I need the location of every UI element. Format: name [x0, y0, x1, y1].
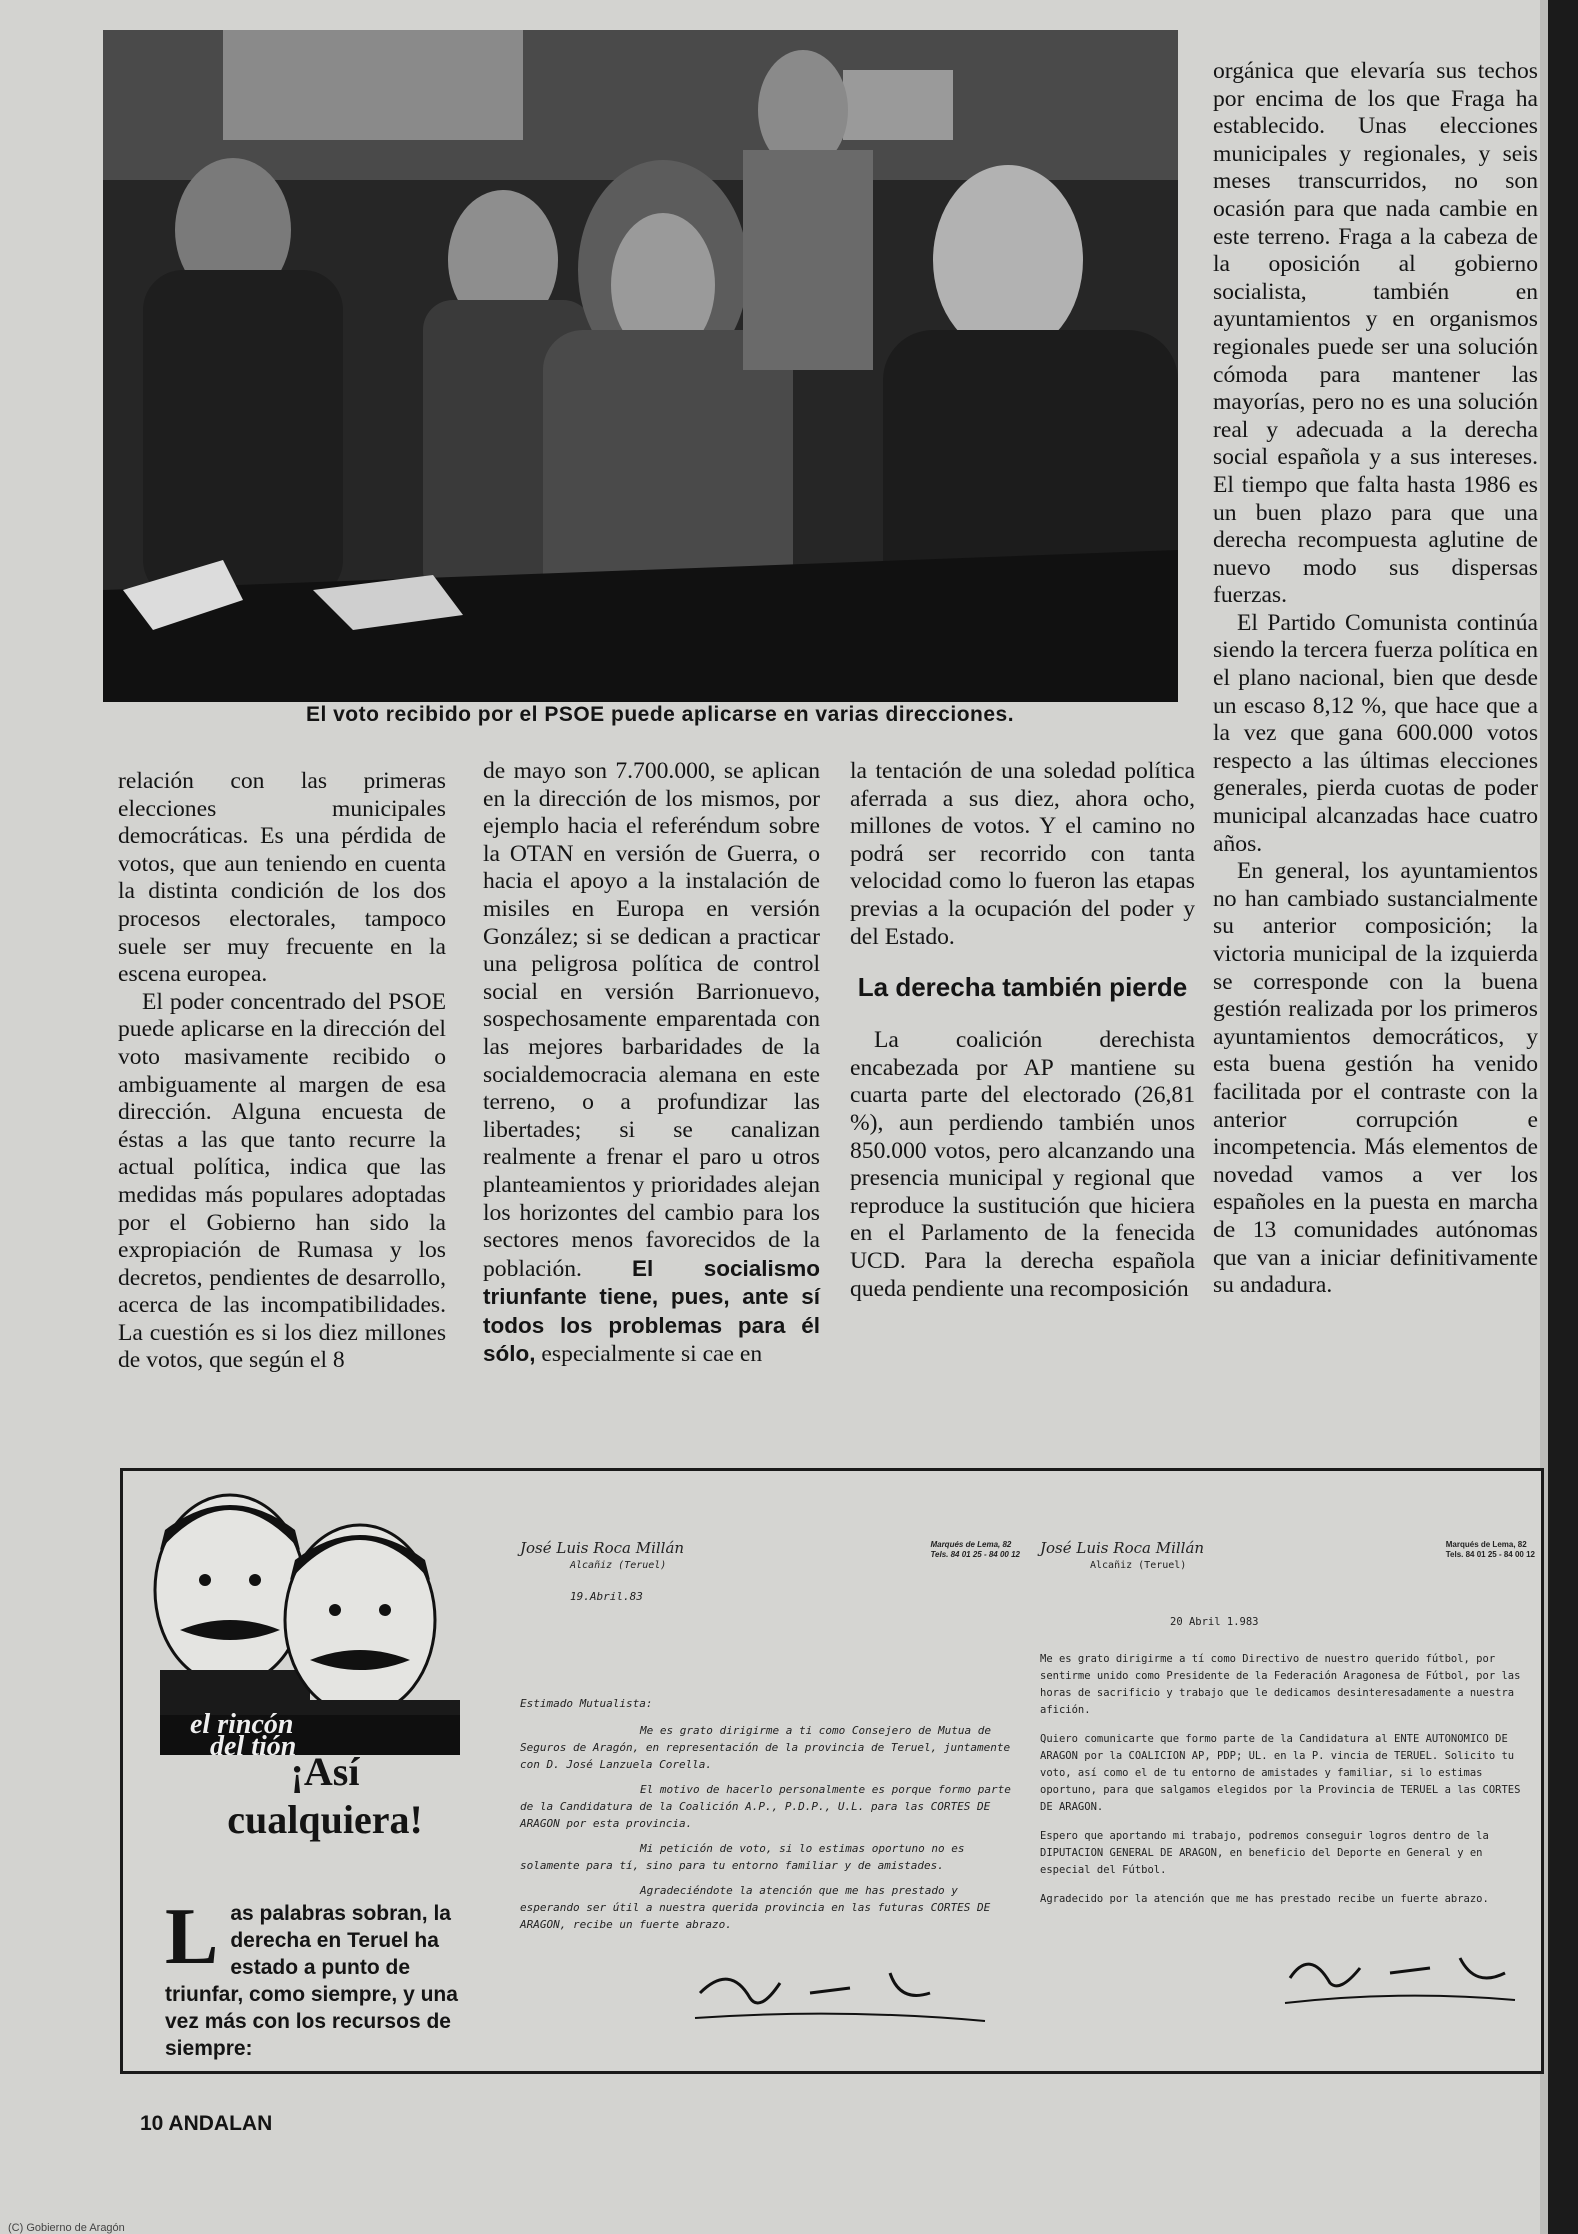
letter-date: 19.Abril.83 [570, 1590, 643, 1603]
paragraph: relación con las primeras elecciones municipales democráticas. Es una pérdida de votos, que aun teniendo en cuenta la distinta condición de los dos procesos electorales, tampoco suele ser muy frecuente en la escena europea. [118, 768, 446, 988]
paragraph: El poder concentrado del PSOE puede aplicarse en la dirección del voto masivamente recibido o ambiguamente al margen de esa dirección. Alguna encuesta de éstas a las que tanto recurre la actual política, indica que las medidas más populares adoptadas por el Gobierno han sido la expropiación de Rumasa y los decretos, pendientes de desarrollo, acerca de las incompatibilidades. La cuestión es si los diez millones de votos, que según el 8 [118, 988, 446, 1374]
letter-paragraph: Quiero comunicarte que formo parte de la Candidatura al ENTE AUTONOMICO DE ARAGON por la COALICION AP, PDP; UL. en la P. vincia de TERUEL. Solicito tu voto, así como el de tu entorno de amistades y familiar, si lo estimas oportuno, para que salgamos elegidos por la Provincia de TERUEL a las CORTES DE ARAGON. [1040, 1733, 1521, 1813]
letterhead-address: Marqués de Lema, 82 [1445, 1540, 1527, 1549]
article-column-3 [850, 758, 1195, 1303]
paragraph: El Partido Comunista continúa siendo la tercera fuerza política en el plano nacional, bien que desde un escaso 8,12 %, que hace que a la vez que gana 600.000 votos respecto a las últimas elecciones generales, pierda cuotas de poder municipal alcanzadas hace cuatro años. [1213, 609, 1538, 857]
letter-1 [520, 1540, 1020, 2038]
paragraph-text: especialmente si cae en [541, 1341, 763, 1368]
ad-illustration [120, 1470, 480, 1755]
ad-logo-line1: el rincón [190, 1709, 294, 1740]
ad-body-text: as palabras sobran, la derecha en Teruel ha estado a punto de triunfar, como siempre, y una vez más con los recursos de siempre: [165, 1902, 458, 2060]
ad-title: ¡Así cualquiera! [227, 1749, 423, 1842]
letterhead-place: Alcañiz (Teruel) [570, 1560, 667, 1571]
letterhead-name: José Luis Roca Millán [1040, 1539, 1205, 1557]
article-column-1 [118, 768, 446, 1375]
paragraph: la tentación de una soledad política aferrada a sus diez, ahora ocho, millones de votos. Y el camino no podrá ser recorrido con tanta velocidad como lo fueron las etapas previas a la ocupación del poder y del Estado. [850, 758, 1195, 950]
paragraph: En general, los ayuntamientos no han cambiado sustancialmente su anterior composición; la victoria municipal de la izquierda se corresponde con la buena gestión realizada por los primeros ayuntamientos democráticos, y esta buena gestión ha venido facilitada por el contraste con la anterior corrupción e incompetencia. Más elementos de novedad vamos a ver los españoles en la puesta en marcha de 13 comunidades autónomas que van a iniciar definitivamente su andadura. [1213, 858, 1538, 1299]
page-number: 10 [140, 2112, 164, 2135]
scan-edge [1548, 0, 1578, 2234]
handwritten-signature [1280, 1928, 1520, 2018]
paragraph: orgánica que elevaría sus techos por encima de los que Fraga ha establecido. Unas elecciones municipales y regionales, y seis meses transcurridos, no son ocasión para que nada cambie en este terreno. Fraga a la cabeza de la oposición al gobierno socialista, también en ayuntamientos y en organismos regionales puede ser una solución cómoda para mantener las mayorías, pero no es una solución real y adecuada a la derecha social española y a sus intereses. El tiempo que falta hasta 1986 es un buen plazo para que una derecha recompuesta aglutine de nuevo modo sus dispersas fuerzas. [1213, 58, 1538, 609]
page-footer [140, 2112, 272, 2136]
letter-2 [1040, 1540, 1535, 2024]
letter-paragraph: El motivo de hacerlo personalmente es porque formo parte de la Candidatura de la Coalición A.P., P.D.P., U.L. para las CORTES DE ARAGON por esta provincia. [520, 1783, 1011, 1830]
two-men-caricature-icon [120, 1470, 480, 1755]
letterhead-address: Marqués de Lema, 82 [930, 1540, 1012, 1549]
letter-greeting: Estimado Mutualista: [520, 1697, 653, 1710]
letter-paragraph: Me es grato dirigirme a tí como Directivo de nuestro querido fútbol, por sentirme unido como Presidente de la Federación Aragonesa de Fútbol, por las horas de sacrificio y trabajo que le dedicamos desinteresadamente a nuestra afición. [1040, 1653, 1521, 1716]
letter-paragraph: Me es grato dirigirme a ti como Consejero de Mutua de Seguros de Aragón, en representación de la provincia de Teruel, juntamente con D. José Lanzuela Corella. [520, 1724, 1011, 1771]
paragraph [483, 758, 820, 1369]
article-column-4 [1213, 58, 1538, 1300]
elderly-voters-photo [103, 30, 1178, 702]
drop-cap: L [165, 1893, 219, 1981]
paragraph: La coalición derechista encabezada por AP mantiene su cuarta parte del electorado (26,81 %), aun perdiendo también unos 850.000 votos, pero alcanzando una presencia municipal y regional que reproduce la sustitución que hiciera en el Parlamento de la fenecida UCD. Para la derecha española queda pendiente una recomposición [850, 1027, 1195, 1302]
letter-date: 20 Abril 1.983 [1170, 1616, 1259, 1628]
publication-name: ANDALAN [168, 2112, 273, 2135]
letter-paragraph: Agradeciéndote la atención que me has prestado y esperando ser útil a nuestra querida provincia en las futuras CORTES DE ARAGON, recibe un fuerte abrazo. [520, 1884, 991, 1931]
article-column-2 [483, 758, 820, 1369]
letterhead-place: Alcañiz (Teruel) [1090, 1560, 1187, 1571]
paragraph-text: de mayo son 7.700.000, se aplican en la dirección de los mismos, por ejemplo hacia el referéndum sobre la OTAN en versión de Guerra, o hacia el apoyo a la instalación de misiles en Europa en versión González; si se dedican a practicar una peligrosa política de control social en versión Barrionuevo, sospechosamente emparentada con las mejores barbaridades de la socialdemocracia alemana en este terreno, o a profundizar las libertades; si se canalizan realmente a frenar el paro u otros planteamientos y prioridades alejan los horizontes del cambio para los sectores menos favorecidos de la población. [483, 758, 820, 1282]
ad-body [165, 1893, 483, 2062]
letter-paragraph: Mi petición de voto, si lo estimas oportuno no es solamente para tí, sino para tu entorno familiar y de amistades. [520, 1842, 965, 1872]
news-photo [103, 30, 1178, 702]
copyright-credit: (C) Gobierno de Aragón [8, 2222, 125, 2234]
letterhead-phone: Tels. 84 01 25 - 84 00 12 [930, 1550, 1020, 1559]
bold-statement: El socialismo triunfante tiene, pues, ante sí todos los problemas para él sólo, [483, 1255, 820, 1367]
letter-paragraph: Agradecido por la atención que me has prestado recibe un fuerte abrazo. [1040, 1893, 1489, 1905]
photo-caption: El voto recibido por el PSOE puede aplicarse en varias direcciones. [305, 703, 1015, 726]
letterhead-phone: Tels. 84 01 25 - 84 00 12 [1445, 1550, 1535, 1559]
section-subhead: La derecha también pierde [857, 972, 1188, 1003]
letterhead-name: José Luis Roca Millán [520, 1539, 685, 1557]
handwritten-signature [690, 1953, 990, 2033]
letter-paragraph: Espero que aportando mi trabajo, podremos conseguir logros dentro de la DIPUTACION GENERAL DE ARAGON, en beneficio del Deporte en General y en especial del Fútbol. [1040, 1830, 1489, 1876]
ad-logo-line2: del tión [210, 1731, 297, 1755]
